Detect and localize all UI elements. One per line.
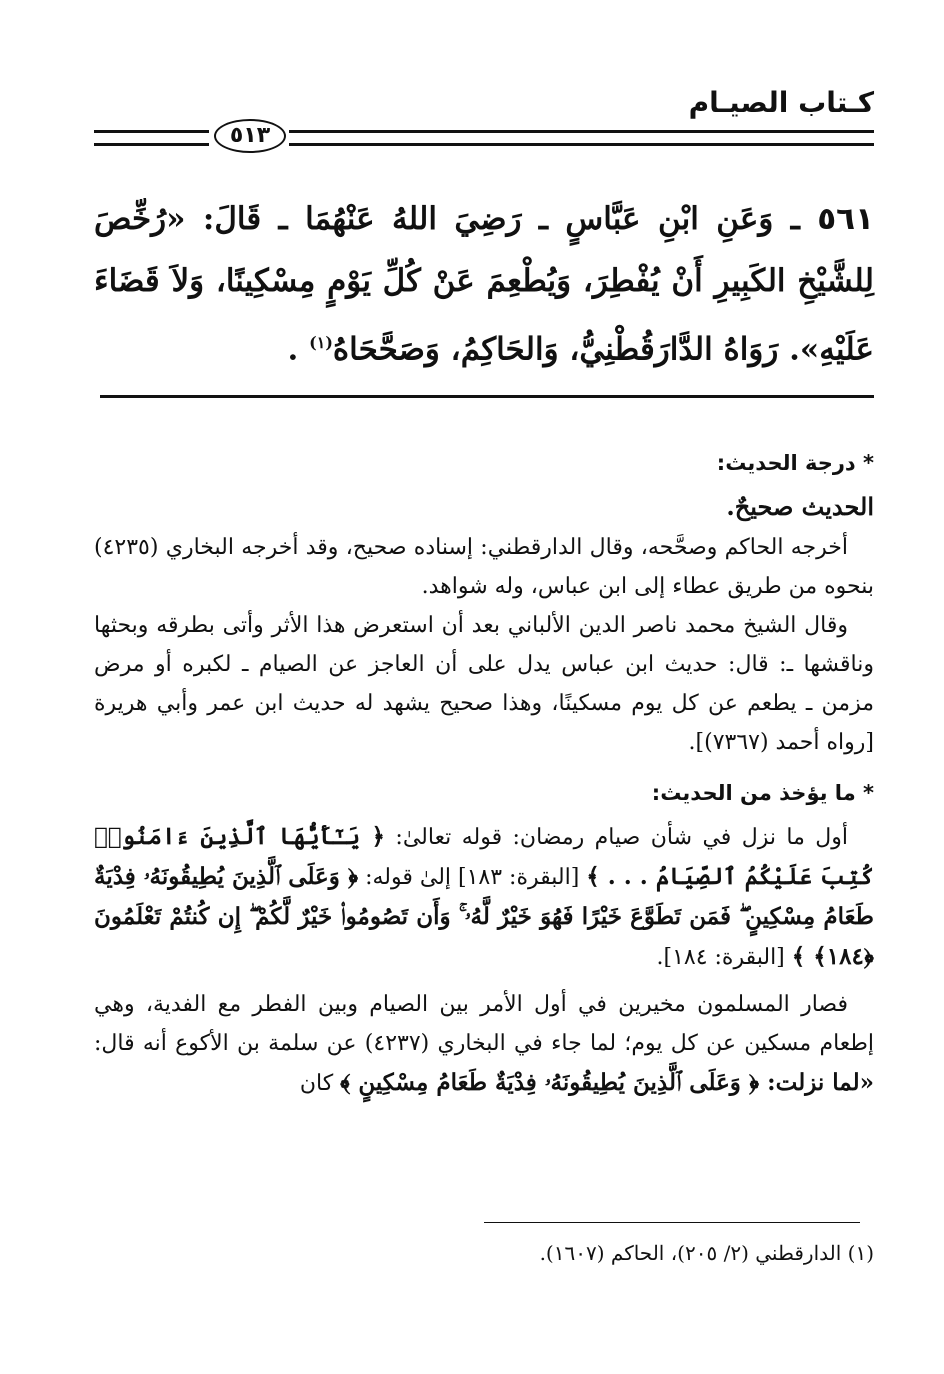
hadith-number: ٥٦١ <box>817 201 875 237</box>
hadith-text <box>94 188 874 380</box>
lesson1-text-b: [البقرة: ١٨٣] إلىٰ قوله: <box>358 865 587 890</box>
quran-verse-183: ﴿ يَـٰٓأَيُّهَا ٱلَّذِينَ ءَامَنُوا۟ كُتِبَ عَلَيْكُمُ ٱلصِّيَامُ . . . ﴾ <box>94 823 874 890</box>
lessons-paragraph-2 <box>94 985 874 1103</box>
hadith-body: وَعَنِ ابْنِ عَبَّاسٍ ـ رَضِيَ اللهُ عَنْهُمَا ـ قَالَ: «رُخِّصَ لِلشَّيْخِ الكَبِيرِ أَنْ يُفْطِرَ، وَيُطْعِمَ عَنْ كُلِّ يَوْمٍ مِسْكِينًا، وَلاَ قَضَاءَ عَلَيْهِ». رَوَاهُ الدَّارَقُطْنِيُّ، وَالحَاكِمُ، وَصَحَّحَاهُ <box>94 201 874 368</box>
footnote-marker: (١) <box>309 333 333 352</box>
lesson1-text-c: [البقرة: ١٨٤]. <box>656 945 792 970</box>
lessons-paragraph-1 <box>94 817 874 977</box>
lessons-heading: * ما يؤخذ من الحديث: <box>651 781 874 805</box>
paragraph-gap <box>94 977 874 985</box>
lesson2-text-a: فصار المسلمون مخيرين في أول الأمر بين الصيام وبين الفطر مع الفدية، وهي إطعام مسكين عن كل يوم؛ لما جاء في البخاري (٤٢٣٧) عن سلمة بن الأكوع أنه قال: <box>94 992 875 1056</box>
lesson2-quote-open: «لما نزلت: <box>759 1069 874 1096</box>
hadith-divider <box>100 395 874 398</box>
grade-paragraph-2: وقال الشيخ محمد ناصر الدين الألباني بعد أن استعرض هذا الأثر وأتى بطرقه وبحثها وناقشها ـ: قال: حديث ابن عباس يدل على أن العاجز عن الصيام ـ لكبره أو مرض مزمن ـ يطعم عن كل يوم مسكينًا، وهذا صحيح يشهد له حديث ابن عمر وأبي هريرة [رواه أحمد (٧٣٦٧)]. <box>94 613 874 755</box>
header-rule-left <box>94 130 209 146</box>
commentary <box>94 440 874 1103</box>
hadith-dash: ـ <box>773 201 818 237</box>
grade-verdict: الحديث صحيحٌ. <box>726 492 874 521</box>
grade-heading: * درجة الحديث: <box>716 451 874 475</box>
lesson2-text-b: كان <box>299 1071 341 1096</box>
grade-paragraph-1: أخرجه الحاكم وصحَّحه، وقال الدارقطني: إسناده صحيح، وقد أخرجه البخاري (٤٢٣٥) بنحوه من طريق عطاء إلى ابن عباس، وله شواهد. <box>94 535 874 599</box>
footnote-rule <box>484 1222 860 1223</box>
page-header <box>94 86 874 156</box>
quran-verse-184: ﴿ وَعَلَى ٱلَّذِينَ يُطِيقُونَهُۥ فِدْيَةٌ طَعَامُ مِسْكِينٍ ۖ فَمَن تَطَوَّعَ خَيْرًا فَهُوَ خَيْرٌ لَّهُۥ ۚ وَأَن تَصُومُوا۟ خَيْرٌ لَّكُمْ ۖ إِن كُنتُمْ تَعْلَمُونَ ﴿١٨٤﴾ ﴾ <box>93 863 874 970</box>
quran-verse-fidya: ﴿ وَعَلَى ٱلَّذِينَ يُطِيقُونَهُۥ فِدْيَةٌ طَعَامُ مِسْكِينٍ ﴾ <box>340 1069 760 1096</box>
footnote: (١) الدارقطني (٢/ ٢٠٥)، الحاكم (١٦٠٧). <box>539 1241 874 1265</box>
book-title: كـتاب الصيـام <box>688 86 874 119</box>
page-number: ٥١٣ <box>214 119 286 153</box>
lesson1-text-a: أول ما نزل في شأن صيام رمضان: قوله تعالىٰ: <box>385 825 848 850</box>
section-gap <box>94 762 874 770</box>
header-rule-right <box>289 130 874 146</box>
hadith-end: . <box>287 331 310 368</box>
